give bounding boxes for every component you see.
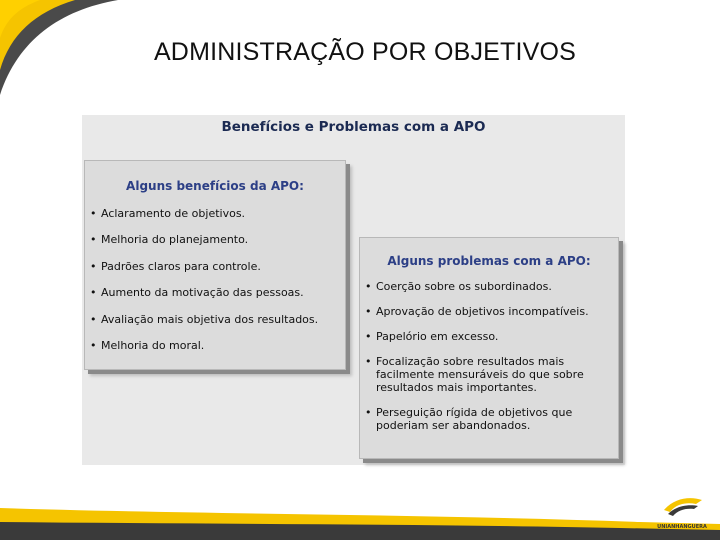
problems-list xyxy=(360,280,618,432)
benefits-card xyxy=(84,160,346,370)
problem-item: • Papelório em excesso. xyxy=(365,330,612,343)
problem-item: • Coerção sobre os subordinados. xyxy=(365,280,612,293)
problems-heading: Alguns problemas com a APO: xyxy=(387,254,591,268)
benefit-item: • Aumento da motivação das pessoas. xyxy=(90,286,339,299)
bottom-decoration xyxy=(0,500,720,540)
benefit-item: • Avaliação mais objetiva dos resultados. xyxy=(90,313,339,326)
logo-text: UNIANHANGUERA xyxy=(657,524,707,530)
figure-title: Benefícios e Problemas com a APO xyxy=(221,119,486,135)
slide-title: ADMINISTRAÇÃO POR OBJETIVOS xyxy=(153,38,577,66)
benefit-item: • Melhoria do planejamento. xyxy=(90,233,339,246)
unianhanguera-logo xyxy=(656,492,708,530)
logo-mark-icon xyxy=(656,492,708,522)
benefit-item: • Melhoria do moral. xyxy=(90,339,339,352)
problem-item: • Perseguição rígida de objetivos que poderiam ser abandonados. xyxy=(365,406,612,432)
benefits-list xyxy=(85,207,345,352)
benefit-item: • Padrões claros para controle. xyxy=(90,260,339,273)
problems-card xyxy=(359,237,619,459)
problem-item: • Focalização sobre resultados mais facilmente mensuráveis do que sobre resultados mais importantes. xyxy=(365,355,612,394)
benefit-item: • Aclaramento de objetivos. xyxy=(90,207,339,220)
figure-panel xyxy=(82,115,625,465)
benefits-heading: Alguns benefícios da APO: xyxy=(126,179,304,193)
problem-item: • Aprovação de objetivos incompatíveis. xyxy=(365,305,612,318)
